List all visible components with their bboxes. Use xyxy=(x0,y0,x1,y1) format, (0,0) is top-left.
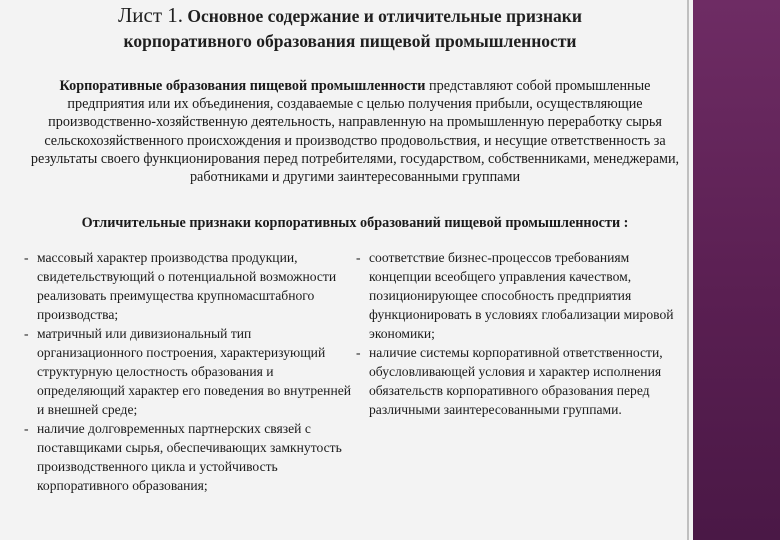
list-item-text: массовый характер производства продукции, свидетельствующий о потенциальной возможности реализовать преимущества крупномасштабного производства; xyxy=(37,250,337,322)
list-item xyxy=(356,248,692,343)
slide-title xyxy=(20,3,680,54)
list-item-text: матричный или дивизиональный тип организационного построения, характеризующий структурную целостность образования и определяющий характер его поведения во внутренней и внешней среде; xyxy=(37,326,352,417)
features-list-left xyxy=(24,248,360,495)
decorative-side-panel xyxy=(693,0,780,540)
intro-paragraph xyxy=(30,77,680,186)
list-item-text: наличие системы корпоративной ответственности, обусловливающей условия и характер исполнения обязательств корпоративного образования перед различными заинтересованными группами. xyxy=(369,345,663,417)
side-divider xyxy=(687,0,689,540)
title-line1: Основное содержание и отличительные признаки xyxy=(187,6,582,26)
list-item xyxy=(24,419,360,495)
title-lead: Лист 1. xyxy=(118,3,184,27)
features-list-right xyxy=(356,248,692,419)
bullet-dash: - xyxy=(24,421,29,436)
intro-emphasis: Корпоративные образования пищевой промышленности xyxy=(59,78,426,94)
title-line2: корпоративного образования пищевой промышленности xyxy=(123,31,577,51)
list-item xyxy=(24,324,360,419)
intro-text: представляют собой промышленные предприятия или их объединения, создаваемые с целью получения прибыли, осуществляющие производственно-хозяйственную деятельность, направленную на промышленную переработку сырья сельскохозяйственного происхождения и производство продовольствия, и несущие ответственность за результаты своего функционирования перед потребителями, государством, собственниками, менеджерами, работниками и другими заинтересованными группами xyxy=(30,78,680,186)
bullet-dash: - xyxy=(356,345,361,360)
bullet-dash: - xyxy=(356,250,361,265)
list-item-text: соответствие бизнес-процессов требованиям концепции всеобщего управления качеством, позиционирующее способность предприятия функционировать в условиях глобализации мировой экономики; xyxy=(369,250,674,341)
features-heading: Отличительные признаки корпоративных образований пищевой промышленности : xyxy=(81,215,629,231)
list-item-text: наличие долговременных партнерских связей с поставщиками сырья, обеспечивающих замкнутость производственного цикла и устойчивость корпоративного образования; xyxy=(37,421,342,493)
list-item xyxy=(356,343,692,419)
bullet-dash: - xyxy=(24,250,29,265)
list-item xyxy=(24,248,360,324)
bullet-dash: - xyxy=(24,326,29,341)
